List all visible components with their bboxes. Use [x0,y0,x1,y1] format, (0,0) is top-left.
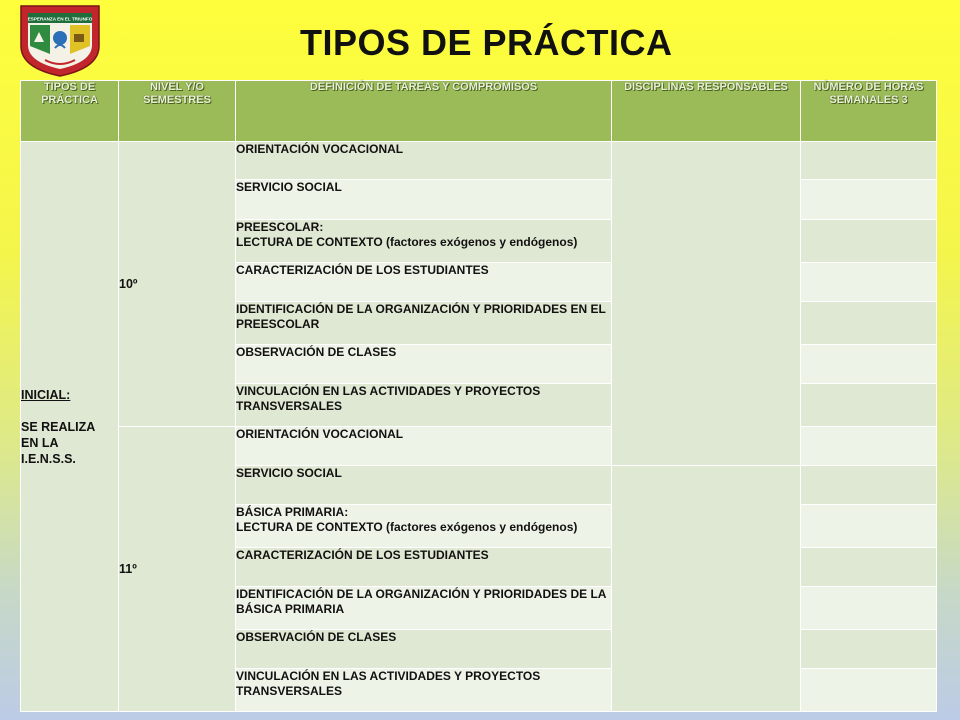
task-cell: OBSERVACIÓN DE CLASES [236,345,612,384]
header-definicion: DEFINICIÓN DE TAREAS Y COMPROMISOS [236,81,612,142]
tipo-line4: I.E.N.S.S. [21,451,76,466]
horas-cell [801,587,937,630]
horas-cell [801,142,937,180]
task-cell: CARACTERIZACIÓN DE LOS ESTUDIANTES [236,548,612,587]
horas-cell [801,505,937,548]
nivel-10-cell [119,142,236,427]
table-header-row [21,81,937,142]
nivel-11-cell [119,427,236,712]
task-cell: BÁSICA PRIMARIA: LECTURA DE CONTEXTO (factores exógenos y endógenos) [236,505,612,548]
task-cell: CARACTERIZACIÓN DE LOS ESTUDIANTES [236,263,612,302]
horas-cell [801,630,937,669]
nivel-11-label: 11º [119,561,137,576]
disciplinas-cell-1 [612,142,801,466]
horas-cell [801,427,937,466]
page-title: TIPOS DE PRÁCTICA [300,22,673,63]
tipo-cell [21,142,119,712]
task-cell: IDENTIFICACIÓN DE LA ORGANIZACIÓN Y PRIORIDADES DE LA BÁSICA PRIMARIA [236,587,612,630]
logo-motto: ESPERANZA EN EL TRIUNFO [27,16,93,22]
task-cell: IDENTIFICACIÓN DE LA ORGANIZACIÓN Y PRIORIDADES EN EL PREESCOLAR [236,302,612,345]
horas-cell [801,548,937,587]
header-disciplinas: DISCIPLINAS RESPONSABLES [612,81,801,142]
task-cell: OBSERVACIÓN DE CLASES [236,630,612,669]
header-horas: NÚMERO DE HORAS SEMANALES 3 [801,81,937,142]
practice-types-table [20,80,937,712]
task-cell: ORIENTACIÓN VOCACIONAL [236,142,612,180]
task-cell: SERVICIO SOCIAL [236,180,612,220]
horas-cell [801,669,937,712]
nivel-10-label: 10º [119,276,138,291]
task-cell: VINCULACIÓN EN LAS ACTIVIDADES Y PROYECTOS TRANSVERSALES [236,384,612,427]
horas-cell [801,302,937,345]
tipo-line3: EN LA [21,435,59,450]
tipo-line2: SE REALIZA [21,419,96,434]
horas-cell [801,466,937,505]
header-tipos: TIPOS DE PRÁCTICA [21,81,119,142]
horas-cell [801,345,937,384]
header-nivel: NIVEL Y/O SEMESTRES [119,81,236,142]
task-cell: SERVICIO SOCIAL [236,466,612,505]
task-cell: PREESCOLAR: LECTURA DE CONTEXTO (factores exógenos y endógenos) [236,220,612,263]
task-cell: VINCULACIÓN EN LAS ACTIVIDADES Y PROYECTOS TRANSVERSALES [236,669,612,712]
horas-cell [801,384,937,427]
horas-cell [801,220,937,263]
disciplinas-cell-2 [612,466,801,712]
horas-cell [801,180,937,220]
school-crest-logo [17,2,103,78]
task-cell: ORIENTACIÓN VOCACIONAL [236,427,612,466]
tipo-line1: INICIAL: [21,387,71,402]
horas-cell [801,263,937,302]
table-row [21,142,937,180]
